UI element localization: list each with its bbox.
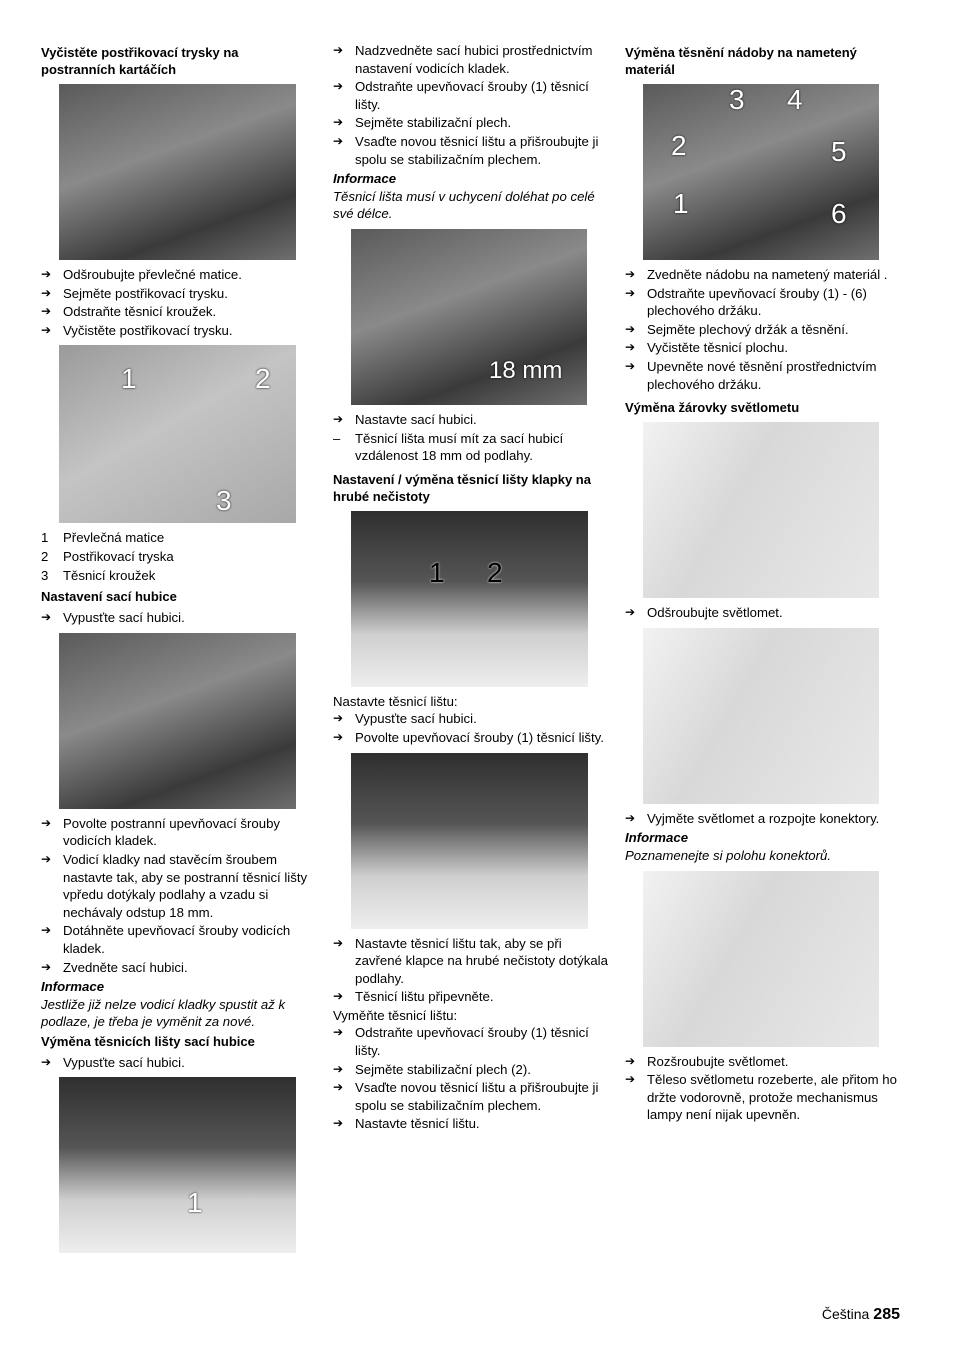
steps-replace	[333, 1024, 609, 1133]
step-item: ➔ Zvedněte sací hubici.	[41, 959, 315, 977]
step-item: ➔ Nastavte těsnicí lištu tak, aby se při zavřené klapce na hrubé nečistoty dotýkala podlahy.	[333, 935, 609, 988]
step-item: ➔ Povolte postranní upevňovací šrouby vodicích kladek.	[41, 815, 315, 850]
callout-1: 1	[121, 363, 137, 395]
step-item: ➔ Vypusťte sací hubici.	[41, 609, 315, 627]
step-item: ➔ Vsaďte novou těsnicí lištu a přišroubujte ji spolu se stabilizačním plechem.	[333, 133, 609, 168]
lamp-step-remove	[625, 810, 905, 828]
step-item: ➔ Sejměte plechový držák a těsnění.	[625, 321, 905, 339]
photo-sealing-strip	[59, 1077, 296, 1253]
nozzle-steps	[41, 815, 315, 976]
steps-loosen	[333, 710, 609, 746]
column-right	[625, 42, 905, 1125]
step-item: ➔ Vyčistěte těsnicí plochu.	[625, 339, 905, 357]
info-label: Informace	[41, 979, 105, 995]
step-item: ➔ Upevněte nové těsnění prostřednictvím plechového držáku.	[625, 358, 905, 393]
heading-replace-strips: Výměna těsnicích lišty sací hubice	[41, 1033, 255, 1049]
callout-3: 3	[729, 84, 745, 115]
step-item: ➔ Povolte upevňovací šrouby (1) těsnicí lišty.	[333, 729, 609, 747]
steps-set-nozzle	[333, 411, 609, 429]
step-item: ➔ Zvedněte nádobu na nametený materiál .	[625, 266, 905, 284]
heading-lamp: Výměna žárovky světlometu	[625, 400, 800, 416]
step-item: ➔ Odstraňte upevňovací šrouby (1) těsnicí lišty.	[333, 78, 609, 113]
info-text: Jestliže již nelze vodicí kladky spustit až k podlaze, je třeba je vyměnit za nové.	[41, 996, 286, 1030]
step-item: ➔ Těsnicí lištu připevněte.	[333, 988, 609, 1006]
info-text: Těsnicí lišta musí v uchycení doléhat po celé své délce.	[333, 188, 595, 222]
legend-item: 1 Převlečná matice	[41, 530, 165, 546]
heading-clean-nozzles: Vyčistěte postřikovací trysky na postranních kartáčích	[41, 45, 239, 77]
heading-flap-strip: Nastavení / výměna těsnicí lišty klapky na hrubé nečistoty	[333, 471, 591, 504]
step-item: ➔ Vyčistěte postřikovací trysku.	[41, 322, 315, 340]
replace-step-drain	[41, 1054, 315, 1072]
column-left	[41, 42, 315, 1259]
step-item: ➔ Vodicí kladky nad stavěcím šroubem nastavte tak, aby se postranní těsnicí lišty vpředu dotýkaly podlahy a vzadu si nechávaly odstup 18 mm.	[41, 851, 315, 921]
photo-spray-nozzle-hand	[59, 84, 296, 260]
legend-item: 2 Postřikovací tryska	[41, 548, 174, 564]
lamp-step-unscrew	[625, 604, 905, 622]
heading-container-seal: Výměna těsnění nádoby na nametený materiál	[625, 45, 857, 77]
step-item: ➔ Sejměte stabilizační plech (2).	[333, 1061, 609, 1079]
column-middle	[333, 42, 609, 1134]
photo-container-seal	[643, 84, 879, 260]
step-item: ➔ Nastavte sací hubici.	[333, 411, 609, 429]
lamp-steps-disassemble	[625, 1053, 905, 1124]
set-strip-label: Nastavte těsnicí lištu:	[333, 693, 458, 709]
step-item: ➔ Odstraňte těsnicí kroužek.	[41, 303, 315, 321]
step-item: ➔ Vypusťte sací hubici.	[333, 710, 609, 728]
step-item: ➔ Odstraňte upevňovací šrouby (1) těsnicí lišty.	[333, 1024, 609, 1059]
callout-4: 4	[787, 84, 803, 115]
step-item: ➔ Rozšroubujte světlomet.	[625, 1053, 905, 1071]
note-distance	[333, 430, 609, 465]
footer-language: Čeština	[821, 1306, 870, 1322]
photo-flap-strip	[351, 511, 588, 687]
steps-adjust	[333, 935, 609, 1006]
clean-steps	[41, 266, 315, 339]
step-item: ➔ Vsaďte novou těsnicí lištu a přišroubujte ji spolu se stabilizačním plechem.	[333, 1079, 609, 1114]
legend-item: 3 Těsnicí kroužek	[41, 567, 156, 583]
info-text: Poznamenejte si polohu konektorů.	[625, 847, 832, 863]
callout-1: 1	[187, 1187, 203, 1219]
container-steps	[625, 266, 905, 393]
step-item: ➔ Těleso světlometu rozeberte, ale přitom ho držte vodorovně, protože mechanismus lampy není nijak upevněn.	[625, 1071, 905, 1124]
step-item: ➔ Odšroubujte světlomet.	[625, 604, 905, 622]
photo-nozzle-parts	[59, 345, 296, 523]
info-label: Informace	[625, 830, 689, 846]
page-footer	[822, 1306, 900, 1324]
callout-5: 5	[831, 136, 847, 167]
step-item: ➔ Vyjměte světlomet a rozpojte konektory.	[625, 810, 905, 828]
step-item: ➔ Odstraňte upevňovací šrouby (1) - (6) plechového držáku.	[625, 285, 905, 320]
photo-lamp-remove	[643, 628, 879, 804]
step-item: ➔ Nastavte těsnicí lištu.	[333, 1115, 609, 1133]
step-item: – Těsnicí lišta musí mít za sací hubicí vzdálenost 18 mm od podlahy.	[333, 430, 609, 465]
photo-lamp-disassembled	[643, 871, 879, 1047]
photo-lamp-unscrew	[643, 422, 879, 598]
step-item: ➔ Vypusťte sací hubici.	[41, 1054, 315, 1072]
measurement-label: 18 mm	[489, 356, 563, 384]
callout-1: 1	[429, 556, 445, 588]
page-number: 285	[873, 1306, 900, 1323]
step-item: ➔ Dotáhněte upevňovací šrouby vodicích kladek.	[41, 922, 315, 957]
replace-strip-label: Vyměňte těsnicí lištu:	[333, 1007, 458, 1023]
steps-raise-nozzle	[333, 42, 609, 168]
callout-2: 2	[671, 130, 687, 161]
step-item: ➔ Nadzvedněte sací hubici prostřednictvím nastavení vodicích kladek.	[333, 42, 609, 77]
callout-1: 1	[673, 188, 689, 219]
photo-18mm-gap	[351, 229, 587, 405]
step-item: ➔ Sejměte stabilizační plech.	[333, 114, 609, 132]
callout-6: 6	[831, 198, 847, 229]
step-item: ➔ Sejměte postřikovací trysku.	[41, 285, 315, 303]
info-label: Informace	[333, 171, 397, 187]
step-item: ➔ Odšroubujte převlečné matice.	[41, 266, 315, 284]
photo-guide-rollers	[59, 633, 296, 809]
legend-list	[41, 529, 315, 584]
callout-2: 2	[255, 363, 271, 395]
callout-3: 3	[216, 485, 232, 517]
nozzle-step-drain	[41, 609, 315, 627]
photo-flap-strip-closed	[351, 753, 588, 929]
heading-nozzle-setting: Nastavení sací hubice	[41, 589, 177, 605]
callout-2: 2	[487, 556, 503, 588]
